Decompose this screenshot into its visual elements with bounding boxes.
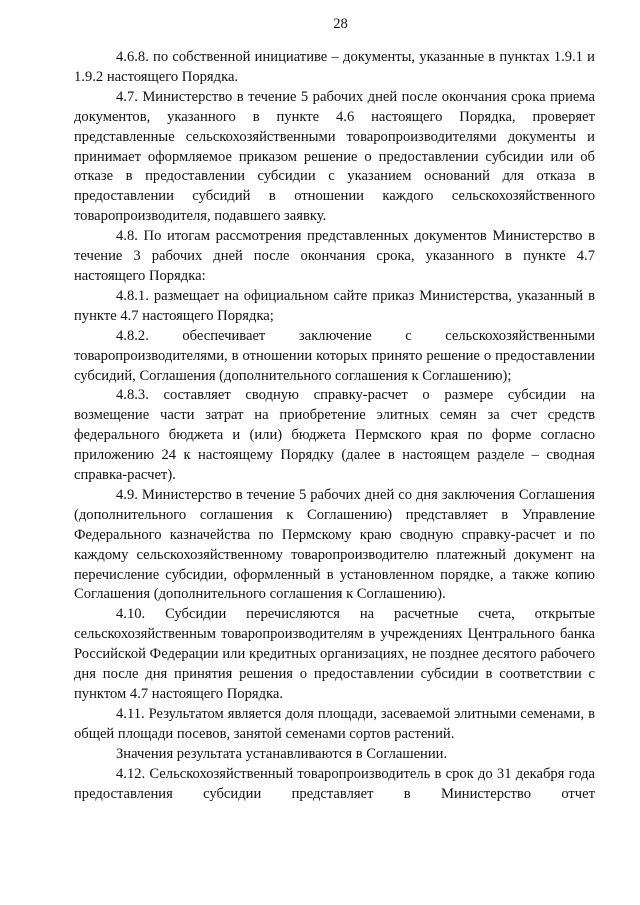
paragraph-4-12: 4.12. Сельскохозяйственный товаропроизводитель в срок до 31 декабря года предоставления субсидии представляет в Министерство отчет <box>74 765 595 802</box>
paragraph-4-10: 4.10. Субсидии перечисляются на расчетные счета, открытые сельскохозяйственным товаропроизводителям в учреждениях Центрального банка Российской Федерации или кредитных организациях, не позднее десятого рабочего дня после дня принятия решения о предоставлении субсидии в соответствии с пунктом 4.7 настоящего Порядка. <box>74 606 595 702</box>
page-number: 28 <box>333 16 348 32</box>
paragraph-4-6-8: 4.6.8. по собственной инициативе – документы, указанные в пунктах 1.9.1 и 1.9.2 настоящего Порядка. <box>74 49 595 85</box>
paragraph-4-7: 4.7. Министерство в течение 5 рабочих дней после окончания срока приема документов, указанного в пункте 4.6 настоящего Порядка, проверяет представленные сельскохозяйственными товаропроизводителями документы и принимает оформляемое приказом решение о предоставлении субсидии или об отказе в предоставлении субсидии с указанием оснований для отказа в предоставлении субсидий в отношении каждого сельскохозяйственного товаропроизводителя, подавшего заявку. <box>74 88 595 225</box>
paragraph-result-values: Значения результата устанавливаются в Соглашении. <box>116 745 448 762</box>
paragraph-4-9: 4.9. Министерство в течение 5 рабочих дней со дня заключения Соглашения (дополнительного соглашения к Соглашению) представляет в Управление Федерального казначейства по Пермскому краю сводную справку-расчет и по каждому сельскохозяйственному товаропроизводителю платежный документ на перечисление субсидии, оформленный в установленном порядке, а также копию Соглашения (дополнительного соглашения к Соглашению). <box>74 486 595 603</box>
paragraph-4-8-1: 4.8.1. размещает на официальном сайте приказ Министерства, указанный в пункте 4.7 настоящего Порядка; <box>74 287 595 324</box>
paragraph-4-8-3: 4.8.3. составляет сводную справку-расчет о размере субсидии на возмещение части затрат на приобретение элитных семян за счет средств федерального бюджета и (или) бюджета Пермского края по форме согласно приложению 24 к настоящему Порядку (далее в настоящем разделе – сводная справка-расчет). <box>74 387 595 484</box>
paragraph-4-11: 4.11. Результатом является доля площади, засеваемой элитными семенами, в общей площади посевов, занятой семенами сортов растений. <box>74 705 595 742</box>
paragraph-4-8-2: 4.8.2. обеспечивает заключение с сельскохозяйственными товаропроизводителями, в отношении которых принято решение о предоставлении субсидий, Соглашения (дополнительного соглашения к Соглашению); <box>74 327 595 384</box>
paragraph-4-8: 4.8. По итогам рассмотрения представленных документов Министерство в течение 3 рабочих дней после окончания срока, указанного в пункте 4.7 настоящего Порядка: <box>74 228 595 284</box>
